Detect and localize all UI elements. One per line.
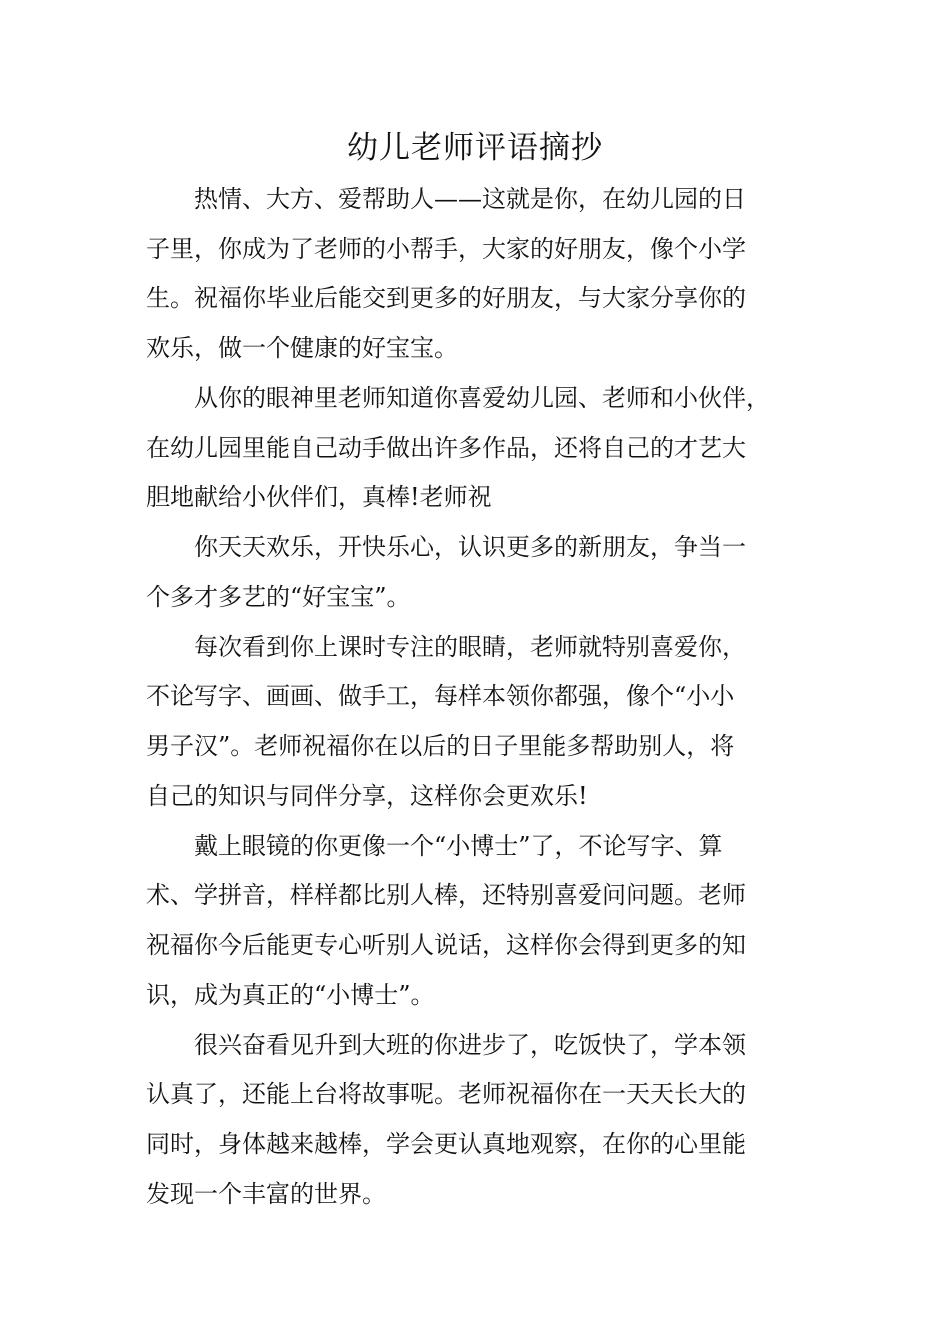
text-line-6: 在幼儿园里能自己动手做出许多作品，还将自己的才艺大 bbox=[146, 434, 746, 462]
text-line-3: 生。祝福你毕业后能交到更多的好朋友，与大家分享你的 bbox=[146, 284, 746, 312]
text-line-17: 识，成为真正的“小博士”。 bbox=[146, 981, 435, 1009]
text-line-12: 男子汉”。老师祝福你在以后的日子里能多帮助别人，将 bbox=[146, 732, 735, 760]
document-title: 幼儿老师评语摘抄 bbox=[347, 130, 603, 166]
text-line-21: 发现一个丰富的世界。 bbox=[146, 1180, 386, 1208]
text-line-18: 很兴奋看见升到大班的你进步了，吃饭快了，学本领 bbox=[146, 1031, 746, 1059]
text-line-19: 认真了，还能上台将故事呢。老师祝福你在一天天长大的 bbox=[146, 1080, 746, 1108]
text-line-15: 术、学拼音，样样都比别人棒，还特别喜爱问问题。老师 bbox=[146, 881, 746, 909]
text-line-5: 从你的眼神里老师知道你喜爱幼儿园、老师和小伙伴， bbox=[146, 384, 770, 412]
text-line-16: 祝福你今后能更专心听别人说话，这样你会得到更多的知 bbox=[146, 931, 746, 959]
text-line-1: 热情、大方、爱帮助人——这就是你，在幼儿园的日 bbox=[146, 185, 746, 213]
text-line-13: 自己的知识与同伴分享，这样你会更欢乐! bbox=[146, 782, 588, 810]
text-line-14: 戴上眼镜的你更像一个“小博士”了，不论写字、算 bbox=[146, 832, 723, 860]
text-line-10: 每次看到你上课时专注的眼睛，老师就特别喜爱你， bbox=[146, 633, 746, 661]
text-line-8: 你天天欢乐，开快乐心，认识更多的新朋友，争当一 bbox=[146, 533, 746, 561]
text-line-4: 欢乐，做一个健康的好宝宝。 bbox=[146, 334, 458, 362]
text-line-7: 胆地献给小伙伴们，真棒!老师祝 bbox=[146, 483, 492, 511]
text-line-2: 子里，你成为了老师的小帮手，大家的好朋友，像个小学 bbox=[146, 235, 746, 263]
text-line-9: 个多才多艺的“好宝宝”。 bbox=[146, 583, 411, 611]
text-line-11: 不论写字、画画、做手工，每样本领你都强，像个“小小 bbox=[146, 682, 735, 710]
text-line-20: 同时，身体越来越棒，学会更认真地观察，在你的心里能 bbox=[146, 1130, 746, 1158]
